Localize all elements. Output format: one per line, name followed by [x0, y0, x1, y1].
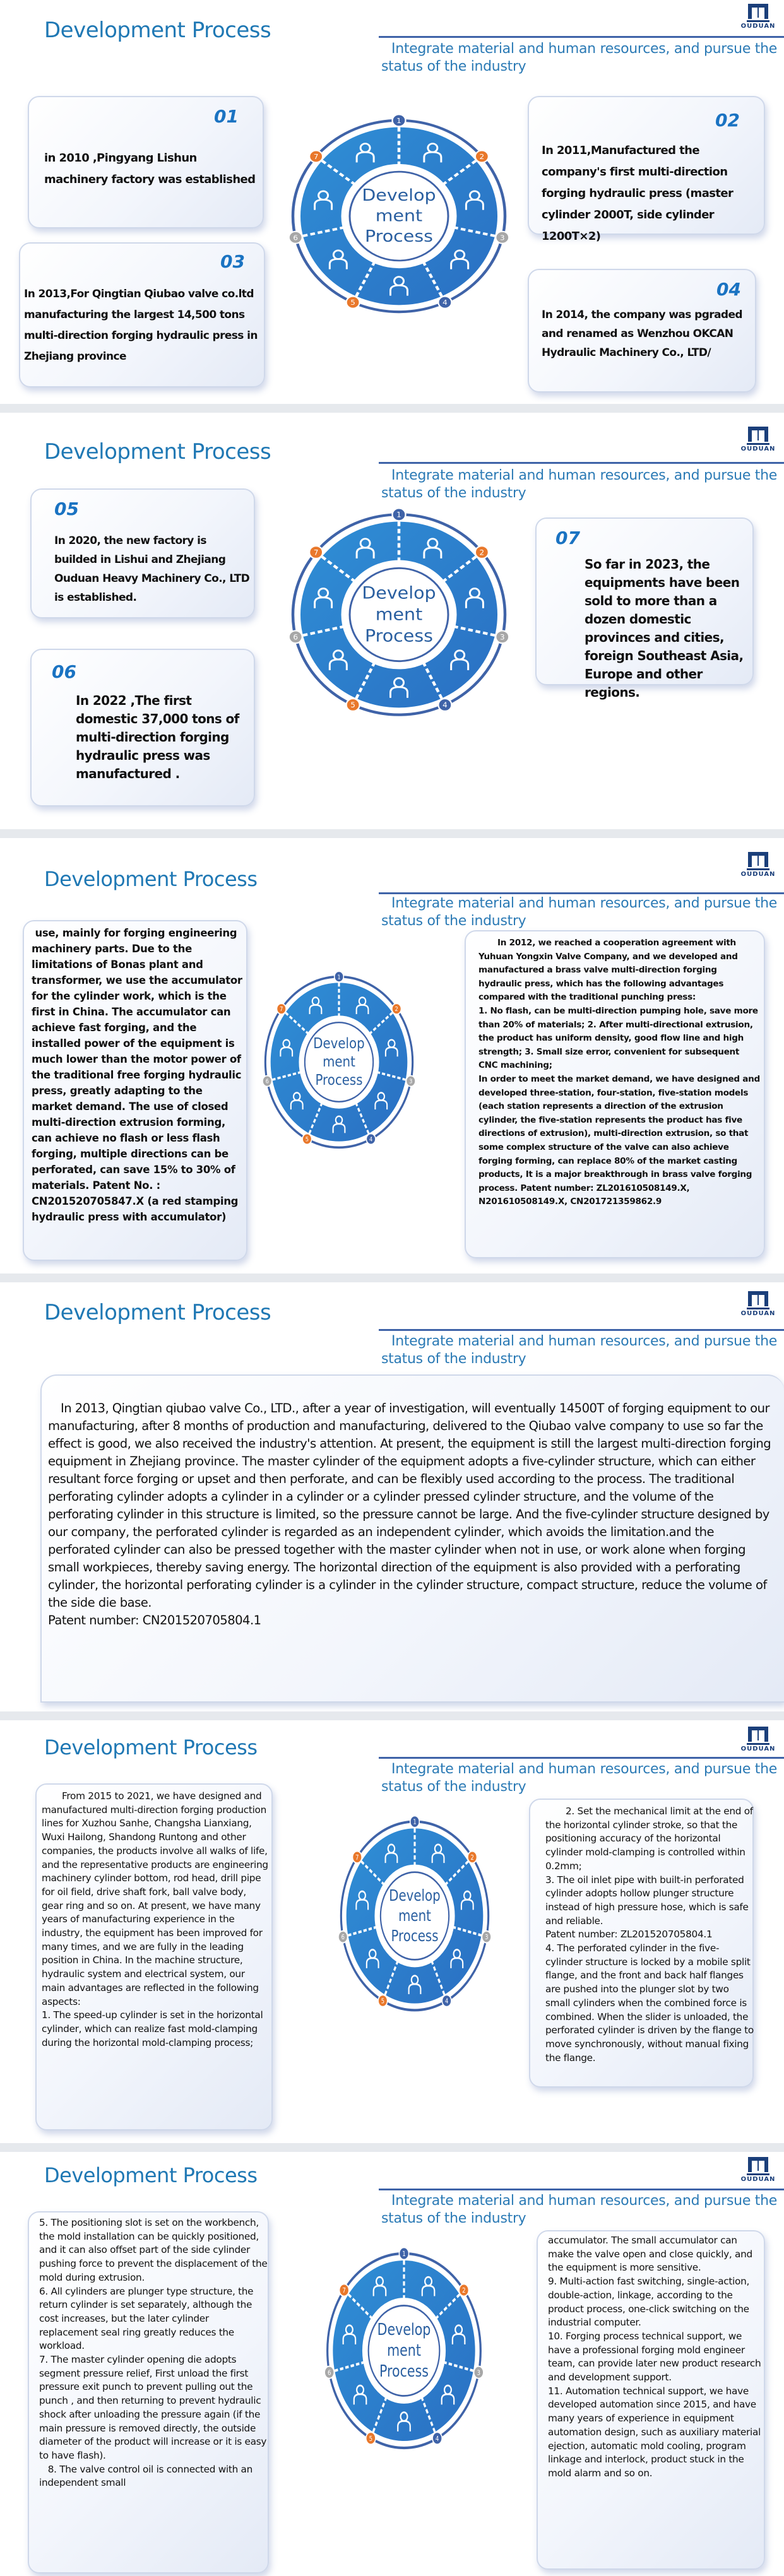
header-rule — [379, 1329, 784, 1331]
paragraph: In 2012, we reached a cooperation agreement with Yuhuan Yongxin Valve Company, and we developed and manufactured a brass valve multi-direction forging hydraulic press, which has the following advantages compared with the traditional punching press: — [478, 938, 738, 1003]
production-lines-text — [42, 1790, 269, 2050]
wheel-step-number: 5 — [369, 2435, 373, 2443]
wheel-step-marker — [347, 297, 360, 309]
header-rule — [379, 1757, 784, 1759]
logo-text: OUDUAN — [740, 1310, 776, 1317]
wheel-step-marker — [263, 1076, 272, 1087]
wheel-step-number: 7 — [313, 548, 319, 557]
wheel-step-number: 1 — [396, 116, 401, 125]
milestone-number: 04 — [716, 279, 741, 300]
wheel-step-marker — [438, 297, 451, 309]
wheel-step-marker — [474, 2366, 484, 2378]
wheel-step-marker — [378, 1995, 388, 2007]
wheel-step-marker — [496, 630, 509, 643]
wheel-step-marker — [302, 1133, 312, 1144]
milestone-number: 06 — [52, 661, 76, 682]
milestone-text: In 2011,Manufactured the company's first multi-direction forging hydraulic press (master cylinder 2000T, side cylinder 1200T×2) — [542, 144, 734, 243]
wheel-step-number: 5 — [305, 1137, 309, 1143]
paragraph: 9. Multi-action fast switching, single-action, double-action, linkage, according to the product process, one-click switching on the industrial computer. — [548, 2276, 750, 2329]
wheel-step-number: 4 — [442, 700, 448, 710]
wheel-step-marker — [482, 1931, 491, 1943]
tagline: Integrate material and human resources, and pursue the status of the industry — [381, 1761, 777, 1795]
slide-separator — [0, 829, 784, 838]
paragraph: In 2013, Qingtian qiubao valve Co., LTD., after a year of investigation, will eventually 14500T of forging equipment to our manufacturing, after 8 months of production and manufacturing, delivered to the Qiubao valve company to use so far the effect is good, we also received the industry's attention. At present, the equipment is still the largest multi-direction forging equipment in Zhejiang province. The master cylinder of the equipment adopts a five-cylinder structure, which can either resultant force forging or upset and then perforate, and can be flexibly used according to the process. The traditional perforating cylinder adopts a cylinder in a cylinder or a cylinder pressed cylinder structure, and the volume of the perforating cylinder in this structure is limited, so the pressure cannot be large. And the five-cylinder structure designed by our company, the perforated cylinder is regarded as an independent cylinder, which avoids the limitation.and the perforated cylinder can also be pressed together with the master cylinder when not in use, or work alone when forging small workpieces, thereby saving energy. The horizontal direction of the equipment is also provided with a perforating cylinder, the horizontal perforating cylinder is a cylinder in the cylinder structure, compact structure, reduce the volume of the side die base. — [48, 1401, 771, 1610]
wheel-center-line-3: Process — [391, 1927, 439, 1946]
slide-4 — [0, 1282, 784, 1711]
paragraph: 4. The perforated cylinder in the five-cylinder structure is locked by a mobile split flange, and the front and back half flanges are pushed into the plunger slot by two small cylinders when the combined force is combined. When the slider is unloaded, the perforated cylinder is driven by the flange to move synchronously, without manual fixing the flange. — [545, 1942, 754, 2064]
wheel-step-number: 4 — [369, 1137, 373, 1143]
wheel-step-number: 1 — [396, 510, 401, 519]
wheel-step-number: 7 — [280, 1006, 283, 1013]
info-card-right — [465, 930, 765, 1258]
paragraph: In order to meet the market demand, we have designed and developed three-station, four-station, five-station models (each station represents a direction of the extrusion cylinder, the five-station represents the product has five directions of extrusion), multi-direction extrusion, so that some complex structure of the valve can also achieve forging forming, can replace 80% of the market casting products, It is a major breakthrough in brass valve forging process. Patent number: ZL201610508149.X, N201610508149.X, CN201721359862.9 — [478, 1073, 760, 1207]
header-rule — [379, 462, 784, 464]
wheel-step-marker — [393, 114, 406, 126]
wheel-step-number: 2 — [479, 548, 485, 557]
wheel-step-marker — [309, 150, 323, 162]
milestone-number: 01 — [214, 106, 239, 127]
wheel-center-line-1: Develop — [389, 1886, 441, 1905]
paragraph: 3. The oil inlet pipe with built-in perforated cylinder adopts hollow plunger structure instead of high pressure hose, which is safe and reliable. — [545, 1874, 749, 1927]
milestone-card-06 — [30, 649, 255, 806]
wheel-step-marker — [352, 1852, 362, 1864]
wheel-step-marker — [393, 508, 406, 521]
milestone-text: In 2013,For Qingtian Qiubao valve co.ltd manufacturing the largest 14,500 tons multi-direction forging hydraulic press in Zhejiang province — [24, 288, 258, 363]
wheel-center-line-2: ment — [398, 1906, 431, 1925]
header-rule — [379, 892, 784, 894]
wheel-center-line-1: Develop — [377, 2319, 431, 2339]
wheel-step-number: 3 — [499, 233, 505, 242]
milestone-number: 02 — [715, 110, 740, 131]
wheel-step-number: 1 — [337, 974, 341, 981]
wheel-step-marker — [410, 1816, 420, 1828]
paragraph: 8. The valve control oil is connected with an independent small — [39, 2463, 256, 2489]
wheel-step-marker — [399, 2247, 408, 2259]
logo-icon — [745, 1289, 771, 1310]
wheel-center-line-1: Develop — [313, 1035, 365, 1053]
paragraph: 11. Automation technical support, we have developed automation since 2015, and have many years of experience in equipment automation design, such as auxiliary material ejection, automatic mold cooling, program linkage and interlock, product stuck in the mold alarm and so on. — [548, 2385, 761, 2479]
slide-3 — [0, 838, 784, 1273]
page-title: Development Process — [44, 1300, 271, 1325]
wheel-step-marker — [338, 1931, 348, 1943]
paragraph: 10. Forging process technical support, we have a professional forging mold engineer team, can provide later new product research and development support. — [548, 2330, 761, 2384]
wheel-step-number: 3 — [477, 2369, 481, 2377]
logo-icon — [745, 2154, 771, 2176]
development-wheel-graphic — [336, 1815, 494, 2017]
slide-separator — [0, 1273, 784, 1282]
tagline: Integrate material and human resources, and pursue the status of the industry — [381, 2193, 777, 2226]
wheel-center-line-3: Process — [315, 1072, 363, 1089]
wheel-step-number: 4 — [442, 298, 448, 307]
paragraph: 5. The positioning slot is set on the workbench, the mold installation can be quickly positioned, and it can also offset part of the side cylinder pushing force to prevent the displacement of the mold during extrusion. — [39, 2217, 268, 2283]
wheel-step-marker — [468, 1852, 477, 1864]
wheel-step-marker — [392, 1003, 401, 1014]
wheel-step-marker — [406, 1076, 415, 1087]
wheel-step-marker — [309, 546, 323, 558]
wheel-step-number: 5 — [350, 298, 355, 307]
tagline: Integrate material and human resources, and pursue the status of the industry — [381, 1333, 777, 1367]
wheel-step-number: 7 — [342, 2287, 346, 2295]
header-rule — [379, 2189, 784, 2190]
wheel-step-number: 7 — [355, 1853, 359, 1862]
paragraph: 1. No flash, can be multi-direction pumping hole, save more than 20% of materials; 2. After multi-directional extrusion, the product has uniform density, good flow line and high strength; 3. Small size error, convenient for subsequent CNC machining; — [478, 1005, 758, 1071]
wheel-step-marker — [347, 699, 360, 711]
wheel-center-line-2: ment — [375, 604, 423, 625]
advantages-card — [529, 1799, 754, 2088]
wheel-step-marker — [442, 1995, 451, 2007]
advantages-text — [545, 1805, 754, 2065]
development-wheel — [336, 1815, 494, 2017]
wheel-step-marker — [324, 2366, 334, 2378]
wheel-center-line-3: Process — [364, 625, 434, 646]
milestone-number: 03 — [220, 251, 245, 272]
advantages-text — [548, 2234, 765, 2481]
development-wheel — [322, 2247, 486, 2455]
info-card-left — [23, 920, 247, 1261]
ouduan-logo — [739, 1289, 778, 1324]
advantages-text — [39, 2216, 269, 2490]
wheel-step-number: 1 — [413, 1818, 417, 1827]
slide-separator — [0, 2143, 784, 2152]
wheel-center-line-1: Develop — [362, 582, 436, 603]
milestone-number: 07 — [555, 528, 580, 548]
development-wheel-graphic — [322, 2247, 486, 2455]
milestone-text: in 2010 ,Pingyang Lishun machinery factory was established — [44, 151, 256, 186]
wheel-step-marker — [438, 699, 451, 711]
slide-1 — [0, 0, 784, 404]
wheel-step-marker — [289, 232, 302, 244]
qiubao-card — [40, 1374, 784, 1703]
wheel-center-line-1: Develop — [362, 186, 436, 205]
development-wheel — [260, 971, 418, 1154]
wheel-step-marker — [475, 150, 489, 162]
ouduan-logo — [739, 424, 778, 459]
wheel-step-marker — [335, 971, 344, 982]
wheel-step-number: 6 — [293, 233, 299, 242]
wheel-step-number: 6 — [293, 632, 299, 642]
milestone-text: So far in 2023, the equipments have been sold to more than a dozen domestic provinces and cities, foreign Southeast Asia, Europe and other regions. — [585, 557, 744, 700]
ouduan-logo — [739, 849, 778, 885]
advantages-card-continued-left — [28, 2211, 269, 2573]
wheel-step-number: 1 — [402, 2250, 406, 2259]
paragraph: accumulator. The small accumulator can make the valve open and close quickly, and the equipment is more sensitive. — [548, 2235, 752, 2274]
wheel-center-line-3: Process — [364, 227, 434, 246]
wheel-center-line-3: Process — [379, 2361, 429, 2381]
wheel-step-number: 2 — [395, 1006, 398, 1013]
wheel-step-number: 5 — [350, 700, 355, 710]
logo-text: OUDUAN — [740, 1746, 776, 1752]
slide-separator — [0, 404, 784, 413]
paragraph: 2. Set the mechanical limit at the end of the horizontal cylinder stroke, so that the positioning accuracy of the horizontal cylinder mold-clamping is controlled within 0.2mm; — [545, 1805, 753, 1872]
page-title: Development Process — [44, 18, 271, 43]
qiubao-text — [48, 1400, 774, 1629]
ouduan-logo — [739, 1724, 778, 1759]
wheel-step-number: 4 — [444, 1997, 449, 2006]
logo-text: OUDUAN — [740, 23, 776, 30]
wheel-step-number: 5 — [381, 1997, 385, 2006]
wheel-center-line-2: ment — [375, 206, 423, 226]
logo-text: OUDUAN — [740, 446, 776, 452]
patent-number: Patent number: CN201520705804.1 — [48, 1613, 261, 1628]
production-lines-card — [35, 1783, 273, 2130]
wheel-step-marker — [475, 546, 489, 558]
milestone-number: 05 — [54, 499, 79, 519]
ouduan-logo — [739, 1, 778, 37]
paragraph: 6. All cylinders are plunger type structure, the return cylinder is set separately, although the cost increases, but the later cylinder replacement seal ring greatly reduces the workload. — [39, 2285, 254, 2352]
wheel-step-marker — [276, 1003, 286, 1014]
logo-text: OUDUAN — [740, 871, 776, 878]
ouduan-logo — [739, 2154, 778, 2190]
milestone-text: In 2022 ,The first domestic 37,000 tons of multi-direction forging hydraulic press was manufactured . — [76, 693, 239, 781]
logo-icon — [745, 1724, 771, 1746]
page-title: Development Process — [44, 439, 271, 464]
tagline: Integrate material and human resources, and pursue the status of the industry — [381, 895, 777, 929]
milestone-card-07 — [535, 517, 754, 700]
header-rule — [379, 36, 784, 38]
wheel-step-number: 3 — [499, 632, 505, 642]
wheel-step-marker — [459, 2284, 468, 2296]
wheel-step-marker — [340, 2284, 349, 2296]
milestone-text: In 2020, the new factory is builded in Lishui and Zhejiang Ouduan Heavy Machinery Co., LTD is established. — [54, 535, 250, 604]
wheel-step-number: 6 — [327, 2369, 331, 2377]
development-wheel-graphic — [285, 507, 513, 722]
wheel-step-number: 6 — [265, 1078, 269, 1085]
development-wheel — [285, 114, 513, 319]
slide-6 — [0, 2152, 784, 2576]
wheel-step-number: 3 — [485, 1934, 489, 1942]
development-wheel-graphic — [260, 971, 418, 1154]
accumulator-press-text: use, mainly for forging engineering machinery parts. Due to the limitations of Bonas plant and transformer, we use the accumulator for the cylinder work, which is the first in China. The accumulator can achieve fast forging, and the installed power of the equipment is much lower than the motor power of the traditional free forging hydraulic press, greatly adapting to the market demand. The use of closed multi-direction extrusion forming, can achieve no flash or less flash forging, multiple directions can be perforated, can save 15% to 30% of materials. Patent No. : CN201520705847.X (a red stamping hydraulic press with accumulator) — [32, 927, 246, 1223]
milestone-card-01 — [28, 96, 264, 228]
milestone-card-02 — [528, 96, 765, 243]
paragraph: From 2015 to 2021, we have designed and manufactured multi-direction forging production lines for Xuzhou Sanhe, Changsha Lianxiang, Wuxi Hailong, Shandong Runtong and other companies, the products involve all walks of life, and the representative products are engineering machinery cylinder bottom, rod head, drill pipe for oil field, drive shaft fork, ball valve body, gear ring and so on. At present, we have many years of manufacturing experience in the industry, the equipment has been improved for many times, and we are fully in the leading position in China. In the machine structure, hydraulic system and electrical system, our main advantages are reflected in the following aspects: — [42, 1790, 268, 2007]
paragraph: 1. The speed-up cylinder is set in the horizontal cylinder, which can realize fast mold-clamping during the horizontal mold-clamping process; — [42, 2009, 263, 2048]
page-title: Development Process — [44, 1735, 258, 1759]
wheel-step-number: 4 — [435, 2435, 439, 2443]
slide-5 — [0, 1720, 784, 2143]
slide-separator — [0, 1711, 784, 1720]
wheel-step-number: 2 — [462, 2287, 466, 2295]
milestone-card-03 — [19, 242, 265, 387]
wheel-center-line-2: ment — [323, 1053, 355, 1071]
advantages-card-continued-right — [537, 2230, 765, 2570]
logo-icon — [745, 1, 771, 23]
wheel-step-marker — [432, 2432, 442, 2444]
milestone-card-05 — [30, 488, 255, 618]
logo-text: OUDUAN — [740, 2176, 776, 2183]
logo-icon — [745, 424, 771, 446]
wheel-step-marker — [496, 232, 509, 244]
wheel-step-number: 6 — [341, 1934, 345, 1942]
tagline: Integrate material and human resources, and pursue the status of the industry — [381, 41, 777, 74]
wheel-step-number: 2 — [479, 152, 485, 161]
wheel-step-marker — [366, 1133, 376, 1144]
wheel-step-number: 7 — [313, 152, 319, 161]
wheel-step-number: 3 — [409, 1078, 413, 1085]
page-title: Development Process — [44, 867, 258, 891]
logo-icon — [745, 849, 771, 871]
development-wheel-graphic — [285, 114, 513, 319]
paragraph: 7. The master cylinder opening die adopts segment pressure relief, First unload the first pressure exit punch to prevent pulling out the punch , and then returning to prevent hydraulic shock after unloading the pressure again (if the main pressure is removed directly, the outside diameter of the product will increase or it is easy to have flash). — [39, 2354, 267, 2461]
wheel-step-marker — [366, 2432, 376, 2444]
brass-valve-text — [478, 936, 760, 1209]
page-title: Development Process — [44, 2163, 258, 2187]
development-wheel — [285, 507, 513, 722]
tagline: Integrate material and human resources, and pursue the status of the industry — [381, 468, 777, 501]
wheel-step-marker — [289, 630, 302, 643]
wheel-step-number: 2 — [470, 1853, 474, 1862]
patent-number: Patent number: ZL201520705804.1 — [545, 1929, 713, 1941]
milestone-card-04 — [528, 269, 756, 393]
milestone-text: In 2014, the company was pgraded and renamed as Wenzhou OKCAN Hydraulic Machinery Co., LTD/ — [542, 309, 743, 359]
slide-2 — [0, 413, 784, 829]
wheel-center-line-2: ment — [387, 2340, 421, 2360]
